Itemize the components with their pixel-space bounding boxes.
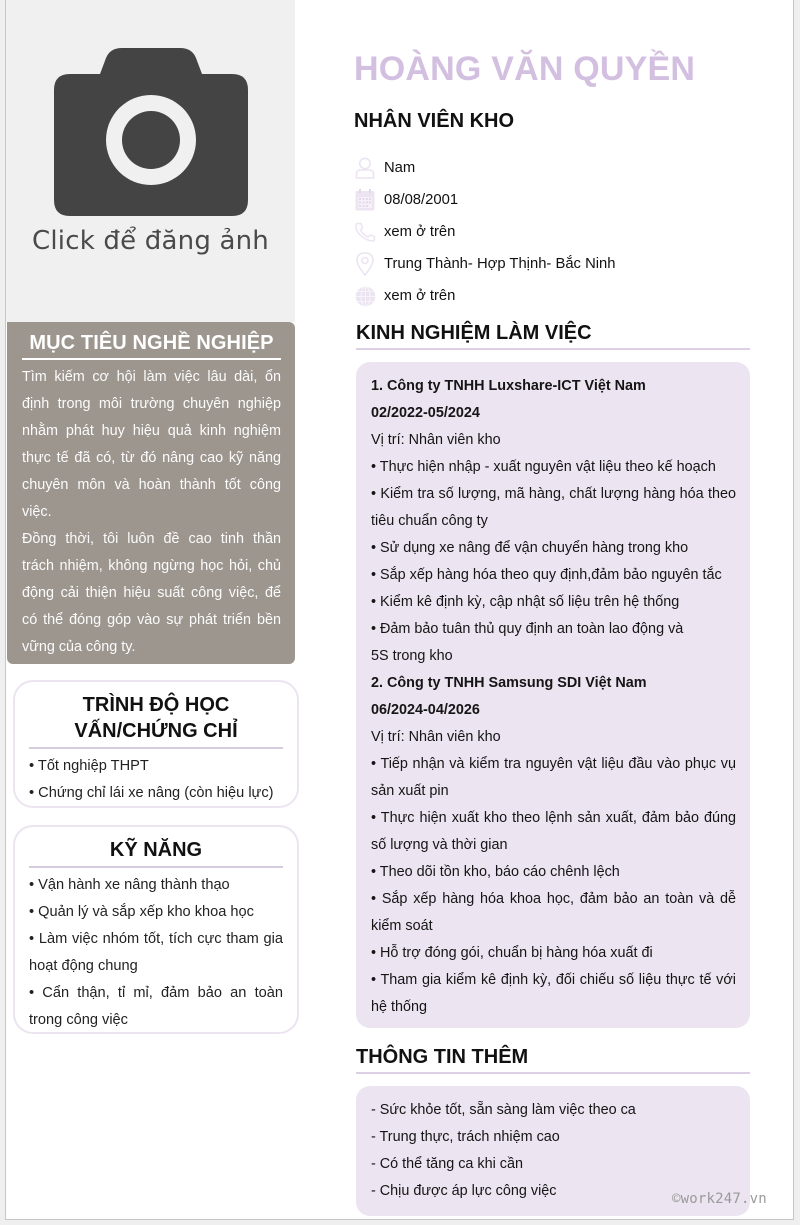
position: Vị trí: Nhân viên kho xyxy=(371,432,501,448)
gender-value: Nam xyxy=(384,160,416,176)
address-value: Trung Thành- Hợp Thịnh- Bắc Ninh xyxy=(384,256,616,272)
duty-item: • Đảm bảo tuân thủ quy định an toàn lao động và xyxy=(371,621,684,637)
phone-value: xem ở trên xyxy=(384,224,456,240)
duty-item: • Hỗ trợ đóng gói, chuẩn bị hàng hóa xuất đi xyxy=(371,945,653,961)
work-period: 06/2024-04/2026 xyxy=(371,702,480,718)
location-pin-icon xyxy=(354,253,376,275)
candidate-name[interactable]: HOÀNG VĂN QUYỀN xyxy=(354,50,696,88)
list-item: • Tốt nghiệp THPT xyxy=(29,758,149,774)
personal-info-list xyxy=(354,152,754,312)
list-item: • Vận hành xe nâng thành thạo xyxy=(29,877,230,893)
list-item: • Làm việc nhóm tốt, tích cực tham gia hoạt động chung xyxy=(29,931,283,974)
camera-icon xyxy=(54,48,248,216)
info-row-birthdate[interactable] xyxy=(354,184,754,216)
info-row-address[interactable] xyxy=(354,248,754,280)
duty-item: • Tham gia kiểm kê định kỳ, đối chiếu số liệu thực tế với hệ thống xyxy=(371,972,736,1015)
list-item: • Chứng chỉ lái xe nâng (còn hiệu lực) xyxy=(29,785,274,801)
experience-section xyxy=(356,362,750,1028)
work-period: 02/2022-05/2024 xyxy=(371,405,480,421)
info-row-phone[interactable] xyxy=(354,216,754,248)
position: Vị trí: Nhân viên kho xyxy=(371,729,501,745)
additional-info-heading: THÔNG TIN THÊM xyxy=(356,1046,750,1074)
objective-paragraph: Tìm kiếm cơ hội làm việc lâu dài, ổn định trong môi trường chuyên nghiệp nhằm phát huy hiệu quả kinh nghiệm thực tế đã có, từ đó nâng cao kỹ năng chuyên môn và hoàn thành tốt công việc. xyxy=(22,369,281,520)
duty-item: • Theo dõi tồn kho, báo cáo chênh lệch xyxy=(371,864,620,880)
experience-heading: KINH NGHIỆM LÀM VIỆC xyxy=(356,322,750,350)
objective-paragraph: Đồng thời, tôi luôn đề cao tinh thần trách nhiệm, không ngừng học hỏi, chủ động cải thiện hiệu suất công việc, để có thể đóng góp vào sự phát triển bền vững của công ty. xyxy=(22,531,281,655)
duty-item: • Thực hiện nhập - xuất nguyên vật liệu theo kế hoạch xyxy=(371,459,716,475)
duty-item: • Kiểm kê định kỳ, cập nhật số liệu trên hệ thống xyxy=(371,594,680,610)
list-item: - Sức khỏe tốt, sẵn sàng làm việc theo ca xyxy=(371,1102,636,1118)
list-item: • Cẩn thận, tỉ mỉ, đảm bảo an toàn trong công việc xyxy=(29,985,283,1028)
skills-section xyxy=(13,825,299,1034)
birthdate-value: 08/08/2001 xyxy=(384,192,459,208)
section-heading: KỸ NĂNG xyxy=(29,837,283,868)
education-section xyxy=(13,680,299,808)
photo-upload-label: Click để đăng ảnh xyxy=(32,226,269,256)
duty-item: • Sắp xếp hàng hóa khoa học, đảm bảo an toàn và dễ kiểm soát xyxy=(371,891,736,934)
company-name: 2. Công ty TNHH Samsung SDI Việt Nam xyxy=(371,675,647,691)
duty-item: • Tiếp nhận và kiểm tra nguyên vật liệu đầu vào phục vụ sản xuất pin xyxy=(371,756,736,799)
cv-page xyxy=(5,0,794,1220)
duty-item: • Thực hiện xuất kho theo lệnh sản xuất, đảm bảo đúng số lượng và thời gian xyxy=(371,810,736,853)
list-item: - Chịu được áp lực công việc xyxy=(371,1183,557,1199)
list-item: - Trung thực, trách nhiệm cao xyxy=(371,1129,560,1145)
list-item: • Quản lý và sắp xếp kho khoa học xyxy=(29,904,254,920)
calendar-icon xyxy=(354,189,376,211)
section-heading: TRÌNH ĐỘ HỌC VẤN/CHỨNG CHỈ xyxy=(29,692,283,749)
career-objective-section xyxy=(7,322,295,664)
job-title[interactable]: NHÂN VIÊN KHO xyxy=(354,110,515,132)
user-icon xyxy=(354,157,376,179)
website-value: xem ở trên xyxy=(384,288,456,304)
company-name: 1. Công ty TNHH Luxshare-ICT Việt Nam xyxy=(371,378,646,394)
info-row-website[interactable] xyxy=(354,280,754,312)
section-heading: MỤC TIÊU NGHỀ NGHIỆP xyxy=(22,332,281,360)
list-item: - Có thể tăng ca khi cần xyxy=(371,1156,523,1172)
info-row-gender[interactable] xyxy=(354,152,754,184)
duty-item: • Sử dụng xe nâng để vận chuyển hàng trong kho xyxy=(371,540,689,556)
photo-upload-area[interactable] xyxy=(6,0,295,322)
globe-icon xyxy=(354,285,376,307)
watermark: ©work247.vn xyxy=(672,1191,767,1207)
duty-item: 5S trong kho xyxy=(371,648,453,664)
phone-icon xyxy=(354,221,376,243)
duty-item: • Kiểm tra số lượng, mã hàng, chất lượng hàng hóa theo tiêu chuẩn công ty xyxy=(371,486,736,529)
duty-item: • Sắp xếp hàng hóa theo quy định,đảm bảo nguyên tắc xyxy=(371,567,722,583)
